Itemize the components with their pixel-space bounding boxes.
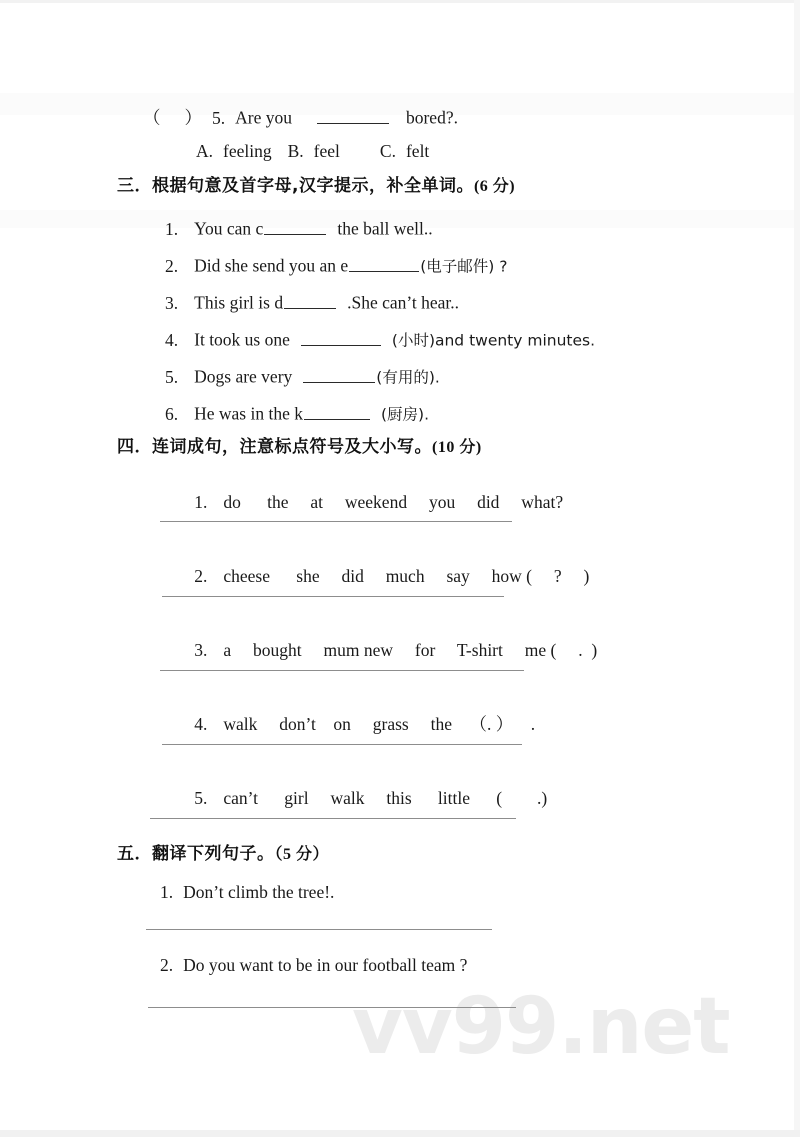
watermark-vv99: vv99.net [352, 982, 730, 1072]
option-a-text[interactable]: feeling [223, 141, 272, 161]
section-3-item-3 [165, 291, 459, 312]
option-a-letter: A. [196, 141, 214, 161]
question-stem-after: bored?. [405, 107, 458, 128]
inline-blank [317, 106, 389, 124]
section-4-item-2 [168, 550, 589, 603]
item-number: 1. [165, 218, 179, 239]
item-number: 5. [194, 787, 208, 808]
item-number: 2. [160, 955, 174, 975]
question-number: 5. [212, 107, 226, 128]
section-3-item-4 [165, 328, 595, 349]
item-scrambled-words: cheese she did much say how ( ? ) [223, 565, 590, 586]
item-text-before: Did she send you an e [194, 255, 349, 276]
section-4-heading [117, 439, 482, 456]
item-number: 4. [194, 713, 208, 734]
item-text-before: You can c [194, 218, 264, 239]
section-5-marks: （5 分） [274, 846, 330, 863]
answer-bracket-open: （ [143, 107, 161, 128]
section-5-item-2 [160, 957, 467, 975]
section-5-title: 翻译下列句子。 [152, 844, 275, 864]
item-number: 1. [194, 491, 208, 512]
answer-line-section4-5[interactable] [150, 818, 516, 819]
option-b-letter: B. [287, 141, 304, 161]
answer-line-section4-4[interactable] [162, 744, 522, 745]
item-scrambled-words: walk don’t on grass the （. ） . [223, 713, 536, 734]
item-scrambled-words: can’t girl walk this little ( .) [223, 787, 548, 808]
item-text-before: It took us one [194, 329, 290, 350]
section-3-title: 根据句意及首字母,汉字提示，补全单词。 [152, 176, 474, 196]
section-4-item-4 [168, 698, 535, 751]
item-number: 3. [194, 639, 208, 660]
section-3-heading [117, 178, 515, 195]
item-number: 4. [165, 329, 179, 350]
answer-line-section4-3[interactable] [160, 670, 524, 671]
section-3-item-6 [165, 402, 429, 423]
answer-bracket-close: ） [184, 107, 202, 128]
option-c-letter: C. [379, 141, 396, 161]
item-text-after: the ball well.. [337, 218, 433, 239]
section-3-item-1 [165, 217, 433, 238]
section-4-title: 连词成句，注意标点符号及大小写。 [152, 437, 432, 457]
item-number: 6. [165, 403, 179, 424]
section-4-item-3 [168, 624, 597, 677]
item-text-after: (电子邮件) ? [420, 257, 508, 276]
answer-line-section4-2[interactable] [162, 596, 504, 597]
item-number: 1. [160, 882, 174, 902]
inline-blank [304, 402, 370, 420]
section-3-item-2 [165, 254, 507, 275]
inline-blank [264, 217, 326, 235]
item-sentence: Don’t climb the tree!. [183, 882, 335, 902]
option-c-text[interactable]: felt [405, 141, 430, 161]
item-scrambled-words: a bought mum new for T-shirt me ( . ) [223, 639, 598, 660]
option-b-text[interactable]: feel [313, 141, 340, 161]
section-3-numeral: 三． [117, 176, 152, 196]
item-number: 3. [165, 292, 179, 313]
item-number: 2. [194, 565, 208, 586]
inline-blank [303, 365, 375, 383]
section-4-numeral: 四． [117, 437, 152, 457]
inline-blank [284, 291, 336, 309]
section-5-item-1 [160, 884, 334, 902]
options-row-carryover-5 [196, 143, 429, 161]
item-number: 2. [165, 255, 179, 276]
section-3-marks: (6 分) [473, 178, 516, 195]
section-5-numeral: 五． [117, 844, 152, 864]
answer-line-section5-2[interactable] [148, 1007, 516, 1008]
section-4-item-5 [168, 772, 547, 825]
item-text-before: Dogs are very [194, 366, 293, 387]
answer-line-section5-1[interactable] [146, 929, 492, 930]
inline-blank [301, 328, 381, 346]
item-sentence: Do you want to be in our football team ? [183, 955, 468, 975]
item-number: 5. [165, 366, 179, 387]
section-5-heading [117, 846, 329, 863]
answer-line-section4-1[interactable] [160, 521, 512, 522]
item-scrambled-words: do the at weekend you did what? [223, 491, 564, 512]
item-text-after: .She can’t hear.. [347, 292, 460, 313]
item-text-after: (小时)and twenty minutes. [391, 331, 596, 350]
item-text-after: (有用的). [376, 368, 440, 387]
item-text-after: (厨房). [381, 405, 430, 424]
item-text-before: He was in the k [194, 403, 303, 424]
item-text-before: This girl is d [194, 292, 284, 313]
question-stem-before: Are you [235, 107, 292, 128]
section-4-marks: (10 分) [432, 439, 482, 456]
question-row-carryover-5 [143, 106, 458, 127]
section-3-item-5 [165, 365, 440, 386]
inline-blank [349, 254, 419, 272]
